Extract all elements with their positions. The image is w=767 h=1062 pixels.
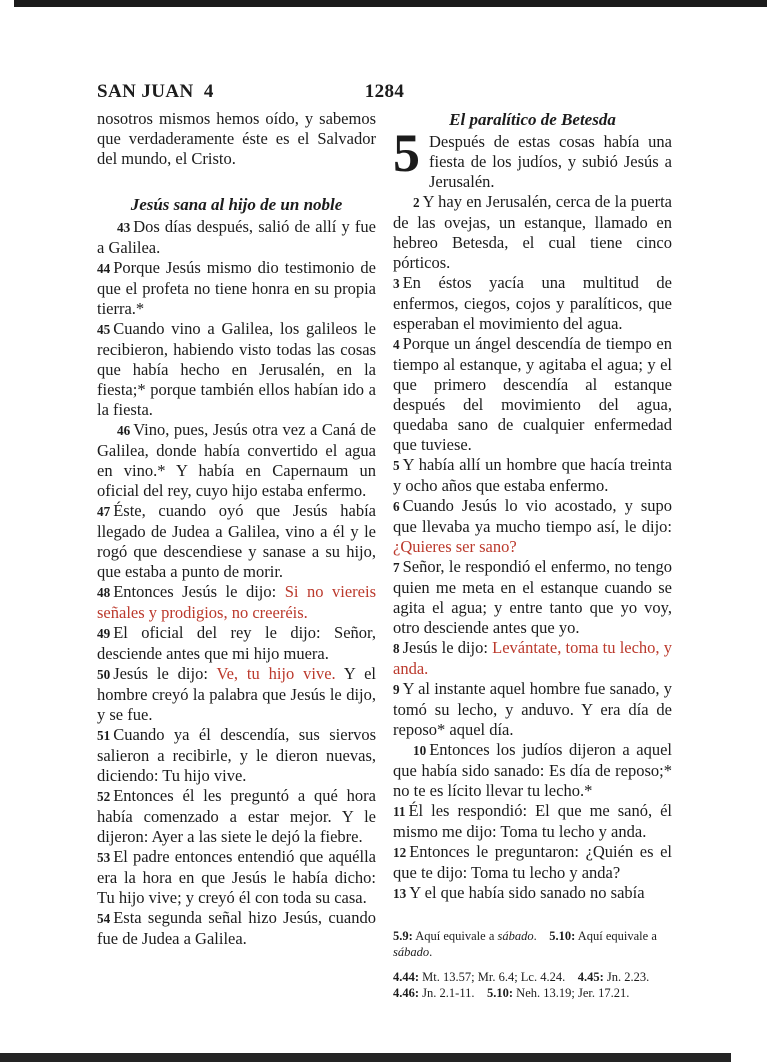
verse-number: 6	[393, 499, 400, 514]
verse-number: 2	[413, 195, 420, 210]
verse-43: 43 Dos días después, salió de allí y fue a Galilea.	[97, 217, 376, 257]
section-heading: Jesús sana al hijo de un noble	[130, 195, 343, 214]
footnote-ref: 5.10:	[487, 986, 514, 1000]
paragraph-continuation: nosotros mismos hemos oído, y sabemos que verdaderamente éste es el Salvador del mundo, el Cristo.	[97, 109, 376, 168]
verse-8: 8 Jesús le dijo: Levántate, toma tu lecho, y anda.	[393, 638, 672, 678]
footnote-ref: 4.44:	[393, 970, 420, 984]
verse-4: 4 Porque un ángel descendía de tiempo en tiempo al estanque, y agitaba el agua; y el que primero descendía al estanque después del movimiento del agua, quedaba sano de cualquier enfermedad que tuviese.	[393, 334, 672, 454]
verse-6: 6 Cuando Jesús lo vio acostado, y supo que llevaba ya mucho tiempo así, le dijo: ¿Quieres ser sano?	[393, 496, 672, 556]
jesus-words: Levántate, toma tu lecho, y anda.	[393, 638, 672, 678]
verse-number: 7	[393, 560, 400, 575]
verse-number: 50	[97, 667, 111, 682]
verse-number: 46	[117, 423, 131, 438]
chapter-number: 5	[393, 123, 420, 183]
verse-12: 12 Entonces le preguntaron: ¿Quién es el que te dijo: Toma tu lecho y anda?	[393, 842, 672, 882]
verse-number: 45	[97, 322, 111, 337]
bottom-edge-bar	[0, 1053, 731, 1062]
page-number: 1284	[364, 81, 405, 102]
left-column	[97, 109, 376, 1010]
footnote-ref: 5.9:	[393, 929, 413, 943]
verse-number: 8	[393, 641, 400, 656]
verse-number: 51	[97, 728, 111, 743]
verse-7: 7 Señor, le respondió el enfermo, no tengo quien me meta en el estanque cuando se agita el agua; y entre tanto que yo voy, otro desciende antes que yo.	[393, 557, 672, 637]
verse-number: 48	[97, 585, 111, 600]
verse-number: 47	[97, 504, 111, 519]
verse-number: 9	[393, 682, 400, 697]
verse-3: 3 En éstos yacía una multitud de enfermos, ciegos, cojos y paralíticos, que esperaban el movimiento del agua.	[393, 273, 672, 333]
footnote-ref: 5.10:	[549, 929, 576, 943]
running-header	[0, 0, 767, 109]
verse-2: 2 Y hay en Jerusalén, cerca de la puerta de las ovejas, un estanque, llamado en hebreo Betesda, el cual tiene cinco pórticos.	[393, 192, 672, 272]
verse-45: 45 Cuando vino a Galilea, los galileos le recibieron, habiendo visto todas las cosas que había hecho en Jerusalén, en la fiesta;* porque también ellos habían ido a la fiesta.	[97, 319, 376, 419]
verse-51: 51 Cuando ya él descendía, sus siervos salieron a recibirle, y le dieron nuevas, diciendo: Tu hijo vive.	[97, 725, 376, 785]
verse-47: 47 Éste, cuando oyó que Jesús había llegado de Judea a Galilea, vino a él y le rogó que descendiese y sanase a su hijo, que estaba a punto de morir.	[97, 501, 376, 581]
verse-number: 3	[393, 276, 400, 291]
verse-54: 54 Esta segunda señal hizo Jesús, cuando fue de Judea a Galilea.	[97, 908, 376, 948]
jesus-words: Si no viereis señales y prodigios, no creeréis.	[97, 582, 376, 622]
text-columns	[0, 109, 767, 1010]
footnote-group: 5.9: Aquí equivale a sábado. 5.10: Aquí equivale a sábado.	[393, 929, 657, 959]
verse-50: 50 Jesús le dijo: Ve, tu hijo vive. Y el hombre creyó la palabra que Jesús le dijo, y se fue.	[97, 664, 376, 724]
footnote-group: 4.44: Mt. 13.57; Mr. 6.4; Lc. 4.24. 4.45: Jn. 2.23. 4.46: Jn. 2.1-11. 5.10: Neh. 13.19; Jer. 17.21.	[393, 970, 650, 1000]
footnotes	[393, 928, 672, 1001]
verse-number: 49	[97, 626, 111, 641]
verse-number: 11	[393, 804, 406, 819]
verse-13: 13 Y el que había sido sanado no sabía	[393, 883, 645, 902]
footnote-ref: 4.45:	[577, 970, 604, 984]
chapter-5-opening: 5 Después de estas cosas había una fiesta de los judíos, y subió Jesús a Jerusalén.	[393, 123, 672, 191]
verse-44: 44 Porque Jesús mismo dio testimonio de que el profeta no tiene honra en su propia tierra.*	[97, 258, 376, 318]
section-heading: El paralítico de Betesda	[449, 110, 616, 129]
footnote-ref: 4.46:	[393, 986, 420, 1000]
verse-49: 49 El oficial del rey le dijo: Señor, desciende antes que mi hijo muera.	[97, 623, 376, 663]
verse-11: 11 Él les respondió: El que me sanó, él mismo me dijo: Toma tu lecho y anda.	[393, 801, 672, 841]
verse-number: 43	[117, 220, 131, 235]
verse-number: 53	[97, 850, 111, 865]
jesus-words: ¿Quieres ser sano?	[393, 537, 517, 556]
verse-46: 46 Vino, pues, Jesús otra vez a Caná de Galilea, donde había convertido el agua en vino.* Y había en Capernaum un oficial del rey, cuyo hijo estaba enfermo.	[97, 420, 376, 500]
verse-number: 5	[393, 458, 400, 473]
verse-9: 9 Y al instante aquel hombre fue sanado, y tomó su lecho, y anduvo. Y era día de reposo* aquel día.	[393, 679, 672, 739]
verse-5: 5 Y había allí un hombre que hacía treinta y ocho años que estaba enfermo.	[393, 455, 672, 495]
jesus-words: Ve, tu hijo vive.	[216, 664, 336, 683]
verse-10: 10 Entonces los judíos dijeron a aquel que había sido sanado: Es día de reposo;* no te es lícito llevar tu lecho.*	[393, 740, 672, 800]
verse-number: 52	[97, 789, 111, 804]
book-chapter-title: SAN JUAN 4	[97, 81, 214, 102]
right-column	[393, 109, 672, 1010]
verse-number: 44	[97, 261, 111, 276]
verse-number: 13	[393, 886, 407, 901]
verse-53: 53 El padre entonces entendió que aquélla era la hora en que Jesús le había dicho: Tu hijo vive; y creyó él con toda su casa.	[97, 847, 376, 907]
verse-number: 10	[413, 743, 427, 758]
verse-number: 12	[393, 845, 407, 860]
verse-48: 48 Entonces Jesús le dijo: Si no viereis señales y prodigios, no creeréis.	[97, 582, 376, 622]
verse-number: 4	[393, 337, 400, 352]
verse-number: 54	[97, 911, 111, 926]
verse-52: 52 Entonces él les preguntó a qué hora había comenzado a estar mejor. Y le dijeron: Ayer a las siete le dejó la fiebre.	[97, 786, 376, 846]
